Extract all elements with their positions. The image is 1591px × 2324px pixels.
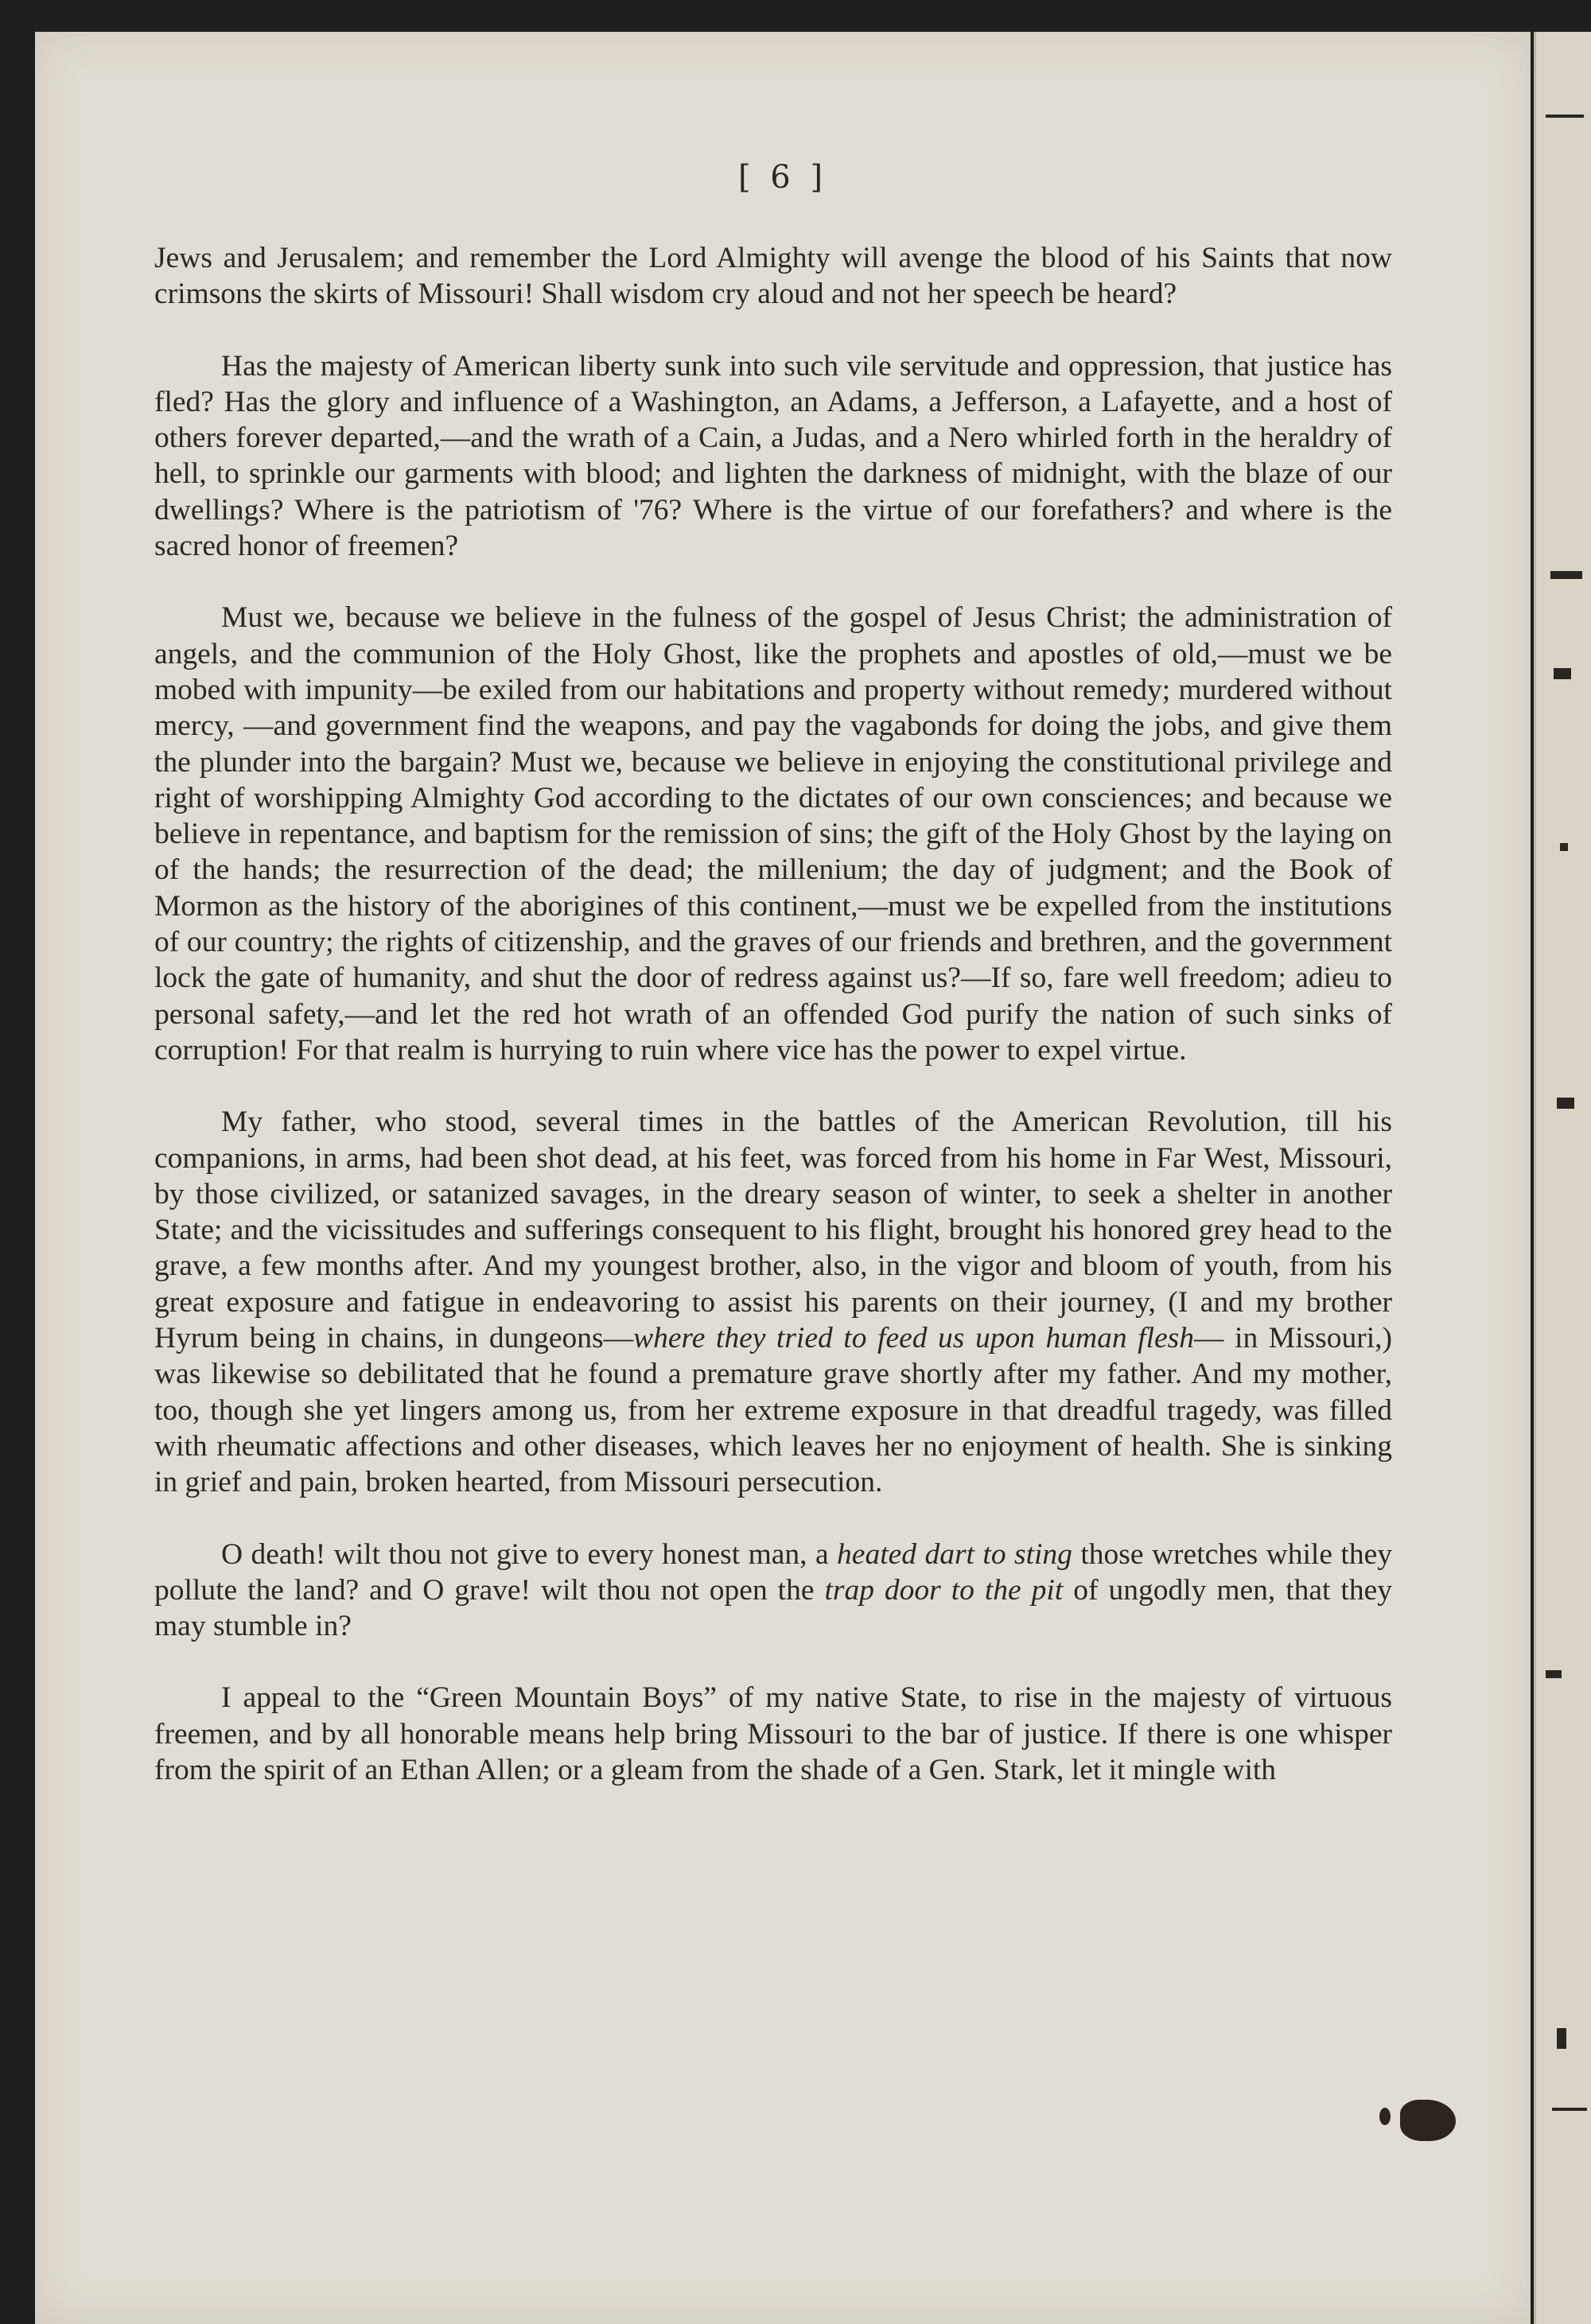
paragraph [154, 1104, 1392, 1500]
paragraph-text: Jews and Jerusalem; and remember the Lord Almighty will avenge the blood of his Saints that now crimsons the skirts of Missouri! Shall wisdom cry aloud and not her speech be heard? [154, 242, 1392, 311]
paragraph [154, 1537, 1392, 1645]
paragraph-text: O death! wilt thou not give to every honest man, a [221, 1537, 838, 1571]
print-mark [1546, 115, 1584, 118]
ink-speck [1379, 2108, 1391, 2125]
print-mark [1557, 2028, 1566, 2049]
print-mark [1554, 668, 1571, 679]
paragraph [154, 1680, 1392, 1788]
page-number: [ 6 ] [737, 159, 828, 196]
paragraph [154, 348, 1392, 565]
paragraph-text: My father, who stood, several times in the battles of the American Revolution, till his companions, in arms, had been shot dead, at his feet, was forced from his home in Far West, Missouri, by those civilized, or satanized savages, in the dreary season of winter, to seek a shelter in another State; and the vicissitudes and sufferings consequent to his flight, brought his honored grey head to the grave, a few months after. And my youngest brother, also, in the vigor and bloom of youth, from his great exposure and fatigue in endeavoring to assist his parents on their journey, (I and my brother Hyrum being in chains, in dungeons— [154, 1106, 1392, 1355]
paragraph-text: Has the majesty of American liberty sunk into such vile servitude and oppression, that justice has fled? Has the glory and influence of a Washington, an Adams, a Jefferson, a Lafayette, and a host of others forever departed,—and the wrath of a Cain, a Judas, and a Nero whirled forth in the heraldry of hell, to sprinkle our garments with blood; and lighten the darkness of midnight, with the blaze of our dwellings? Where is the patriotism of '76? Where is the virtue of our forefathers? and where is the sacred honor of freemen? [154, 349, 1392, 563]
paragraph-text: of ungodly men, that they may stumble in? [154, 1573, 1392, 1643]
document-page [35, 32, 1531, 2324]
paragraph-text: those wretches while they pollute the land? and O grave! wilt thou not open the [154, 1537, 1392, 1607]
adjacent-page-edge [1534, 32, 1591, 2324]
ink-blot [1400, 2100, 1456, 2141]
paragraph-text: — in Missouri,) was likewise so debilitated that he found a premature grave shortly after my father. And my mother, too, though she yet lingers among us, from her extreme exposure in that dreadful tragedy, was filled with rheumatic affections and other diseases, which leaves her no enjoyment of health. She is sinking in grief and pain, broken hearted, from Missouri persecution. [154, 1322, 1392, 1499]
print-mark [1552, 2108, 1587, 2111]
print-mark [1550, 571, 1582, 579]
paragraph-text: I appeal to the “Green Mountain Boys” of my native State, to rise in the majesty of virtuous freemen, and by all honorable means help bring Missouri to the bar of justice. If there is one whisper from the spirit of an Ethan Allen; or a gleam from the shade of a Gen. Stark, let it mingle with [154, 1681, 1392, 1786]
print-mark [1560, 843, 1568, 851]
italic-text: where they tried to feed us upon human flesh [633, 1322, 1194, 1355]
italic-text: trap door to the pit [824, 1573, 1064, 1607]
paragraph [154, 240, 1392, 313]
italic-text: heated dart to sting [837, 1537, 1072, 1571]
page-body [154, 240, 1392, 1824]
paragraph [154, 600, 1392, 1068]
paragraph-text: Must we, because we believe in the fulness of the gospel of Jesus Christ; the administration of angels, and the communion of the Holy Ghost, like the prophets and apostles of old,—must we be mobed with impunity—be exiled from our habitations and property without remedy; murdered without mercy, —and government find the weapons, and pay the vagabonds for doing the jobs, and give them the plunder into the bargain? Must we, because we believe in enjoying the constitutional privilege and right of worshipping Almighty God according to the dictates of our own consciences; and because we believe in repentance, and baptism for the remission of sins; the gift of the Holy Ghost by the laying on of the hands; the resurrection of the dead; the millenium; the day of judgment; and the Book of Mormon as the history of the aborigines of this continent,—must we be expelled from the institutions of our country; the rights of citizenship, and the graves of our friends and brethren, and the government lock the gate of humanity, and shut the door of redress against us?—If so, fare well freedom; adieu to personal safety,—and let the red hot wrath of an offended God purify the nation of such sinks of corruption! For that realm is hurrying to ruin where vice has the power to expel virtue. [154, 601, 1392, 1067]
print-mark [1546, 1670, 1562, 1678]
print-mark [1557, 1098, 1574, 1109]
